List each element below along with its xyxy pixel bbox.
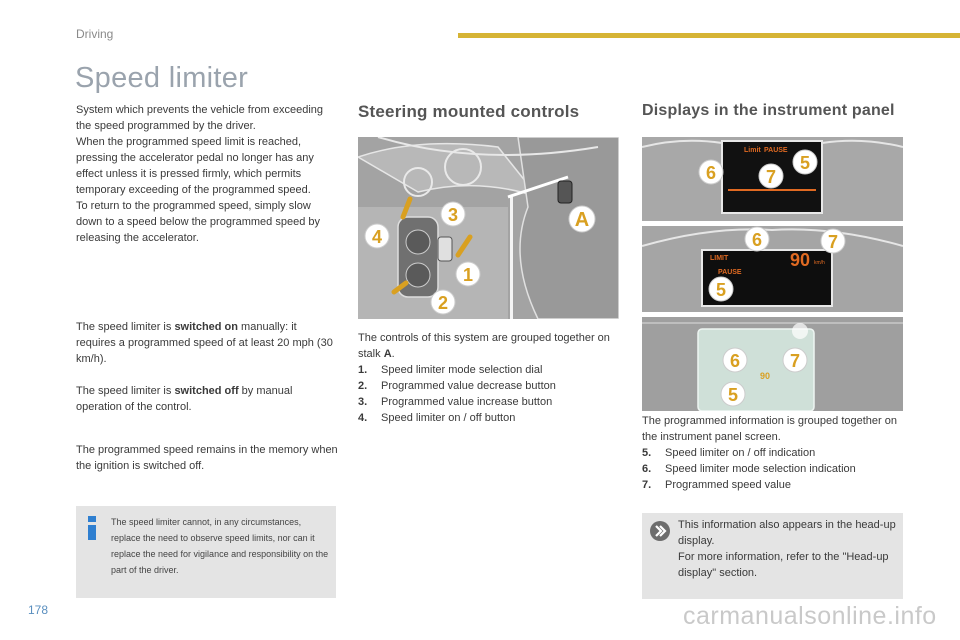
intro-text [76, 102, 338, 246]
callout-5 [708, 276, 734, 307]
callout-6 [722, 347, 748, 378]
svg-text:5: 5 [715, 280, 727, 300]
hud-note-text: This information also appears in the head-up display. For more information, refer to the "Head-up display" section. [678, 519, 896, 579]
list-item: 4. Speed limiter on / off button [358, 412, 516, 424]
callout-4 [364, 223, 390, 254]
display-figure-1 [642, 137, 903, 221]
steering-controls-figure [358, 137, 619, 319]
svg-text:1: 1 [462, 265, 474, 285]
svg-text:90: 90 [790, 250, 811, 270]
svg-text:7: 7 [765, 167, 777, 187]
callout-6 [744, 226, 770, 257]
arrow-right-icon [649, 520, 671, 542]
callout-5 [792, 149, 818, 180]
list-item: 7. Programmed speed value [642, 479, 791, 491]
callout-7 [758, 163, 784, 194]
callout-7 [782, 347, 808, 378]
svg-text:3: 3 [447, 205, 459, 225]
callout-3 [440, 201, 466, 232]
intro-p1: System which prevents the vehicle from exceeding the speed programmed by the driver. [76, 104, 324, 132]
intro-p3: To return to the programmed speed, simply slow down to a speed below the programmed speed by releasing the accelerator. [76, 200, 320, 244]
steering-list [358, 362, 620, 426]
callout-2 [430, 289, 456, 319]
svg-text:A: A [574, 209, 590, 231]
svg-text:5: 5 [799, 153, 811, 173]
accent-bar [458, 33, 960, 38]
svg-text:4: 4 [371, 227, 383, 247]
steering-heading: Steering mounted controls [358, 102, 580, 121]
switch-off-bold: switched off [174, 385, 239, 397]
page-number: 178 [28, 603, 49, 617]
callout-6 [698, 159, 724, 190]
warning-note-text: The speed limiter cannot, in any circumstances, replace the need to observe speed limits, nor can it replace the need for vigilance and responsibility on the part of the driver. [111, 517, 329, 575]
warning-note [76, 506, 336, 598]
displays-intro: The programmed information is grouped together on the instrument panel screen. [642, 415, 897, 443]
list-item: 2. Programmed value decrease button [358, 380, 556, 392]
callout-1 [455, 261, 481, 292]
svg-text:Limit: Limit [744, 147, 761, 154]
display-figure-2 [642, 226, 903, 312]
svg-text:PAUSE: PAUSE [718, 269, 742, 276]
list-item: 5. Speed limiter on / off indication [642, 447, 816, 459]
list-item: 6. Speed limiter mode selection indication [642, 463, 856, 475]
svg-text:LIMIT: LIMIT [710, 255, 729, 262]
svg-text:6: 6 [751, 230, 763, 250]
section-label: Driving [76, 27, 114, 41]
switch-on-text: The speed limiter is switched on manually: it requires a programmed speed of at least 20 mph (30 km/h). [76, 321, 333, 365]
svg-text:km/h: km/h [814, 260, 825, 266]
info-icon [84, 514, 100, 542]
hud-note [642, 513, 903, 599]
svg-text:5: 5 [727, 385, 739, 405]
display-figure-hud [642, 317, 903, 411]
page-title: Speed limiter [75, 62, 249, 94]
callout-7 [820, 228, 846, 259]
displays-list [642, 445, 904, 493]
svg-text:PAUSE: PAUSE [764, 147, 788, 154]
steering-intro: The controls of this system are grouped together on stalk A. [358, 332, 610, 360]
switch-on-bold: switched on [174, 321, 238, 333]
svg-text:90: 90 [760, 371, 771, 381]
callout-a [568, 205, 596, 238]
stalk-letter: A [383, 348, 392, 360]
displays-heading: Displays in the instrument panel [642, 102, 895, 119]
intro-p2: When the programmed speed limit is reached, pressing the accelerator pedal no longer has any effect unless it is pressed firmly, which permits temporary exceeding of the programmed speed. [76, 136, 314, 196]
switch-off-text: The speed limiter is switched off by manual operation of the control. [76, 385, 293, 413]
list-item: 1. Speed limiter mode selection dial [358, 364, 543, 376]
watermark: carmanualsonline.info [683, 602, 937, 630]
svg-text:6: 6 [729, 351, 741, 371]
svg-text:7: 7 [827, 232, 839, 252]
list-item: 3. Programmed value increase button [358, 396, 553, 408]
memory-text: The programmed speed remains in the memory when the ignition is switched off. [76, 444, 338, 472]
svg-text:7: 7 [789, 351, 801, 371]
svg-text:6: 6 [705, 163, 717, 183]
callout-5 [720, 381, 746, 411]
svg-text:2: 2 [437, 293, 449, 313]
